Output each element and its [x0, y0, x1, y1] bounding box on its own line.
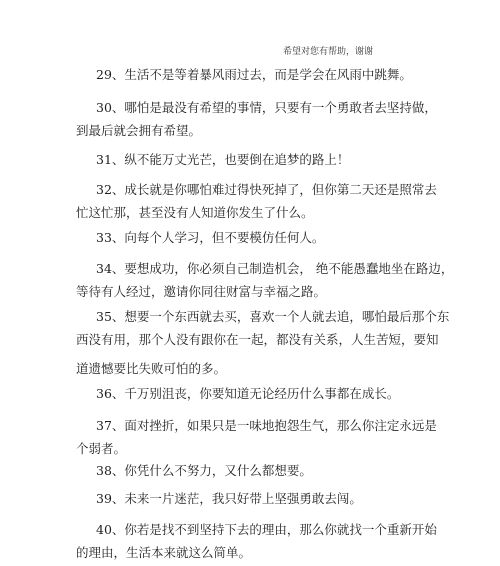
entry-38	[76, 459, 436, 482]
entry-line: 35、想要一个东西就去买，喜欢一个人就去追，哪怕最后那个东	[96, 309, 450, 324]
entry-line: 37、面对挫折，如果只是一味地抱怨生气，那么你注定永远是	[96, 418, 437, 433]
entry-line: 40、你若是找不到坚持下去的理由，那么你就找一个重新开始	[96, 522, 437, 537]
entry-36	[76, 382, 436, 405]
entry-35	[76, 305, 450, 351]
entry-32	[76, 178, 436, 224]
entry-line: 等待有人经过，邀请你同往财富与幸福之路。	[76, 284, 327, 299]
entry-line: 忙这忙那，甚至没有人知道你发生了什么。	[76, 205, 314, 220]
entry-line: 31、纵不能万丈光芒，也要倒在追梦的路上！	[96, 152, 350, 167]
entry-line: 34、要想成功，你必须自己制造机会， 绝不能愚蠢地坐在路边，	[96, 261, 454, 276]
entry-line: 33、向每个人学习，但不要模仿任何人。	[96, 230, 325, 245]
entry-39	[76, 487, 436, 510]
entry-35-continued	[76, 357, 436, 380]
entry-34	[76, 257, 454, 303]
entry-line: 西没有用，那个人没有跟你在一起，都没有关系，人生苦短，要知	[76, 332, 439, 347]
header-note: 希望对您有帮助，谢谢	[283, 47, 374, 57]
entry-33	[76, 226, 436, 249]
entry-line: 道遗憾要比失败可怕的多。	[76, 361, 227, 376]
entry-line: 个弱者。	[76, 441, 127, 456]
entry-line: 38、你凭什么不努力，又什么都想要。	[96, 463, 312, 478]
entry-line: 39、未来一片迷茫，我只好带上坚强勇敢去闯。	[96, 491, 362, 506]
entry-line: 30、哪怕是最没有希望的事情，只要有一个勇敢者去坚持做，	[96, 100, 437, 115]
entry-line: 的理由，生活本来就这么简单。	[76, 545, 252, 560]
entry-line: 到最后就会拥有希望。	[76, 123, 202, 138]
entry-line: 29、生活不是等着暴风雨过去，而是学会在风雨中跳舞。	[96, 67, 412, 82]
entry-30	[76, 96, 436, 142]
entry-29	[76, 63, 436, 86]
entry-line: 32、成长就是你哪怕难过得快死掉了，但你第二天还是照常去	[96, 182, 437, 197]
entry-37	[76, 414, 436, 460]
entry-40	[76, 518, 436, 564]
entry-31	[76, 148, 436, 171]
entry-line: 36、千万别沮丧，你要知道无论经历什么事都在成长。	[96, 386, 400, 401]
